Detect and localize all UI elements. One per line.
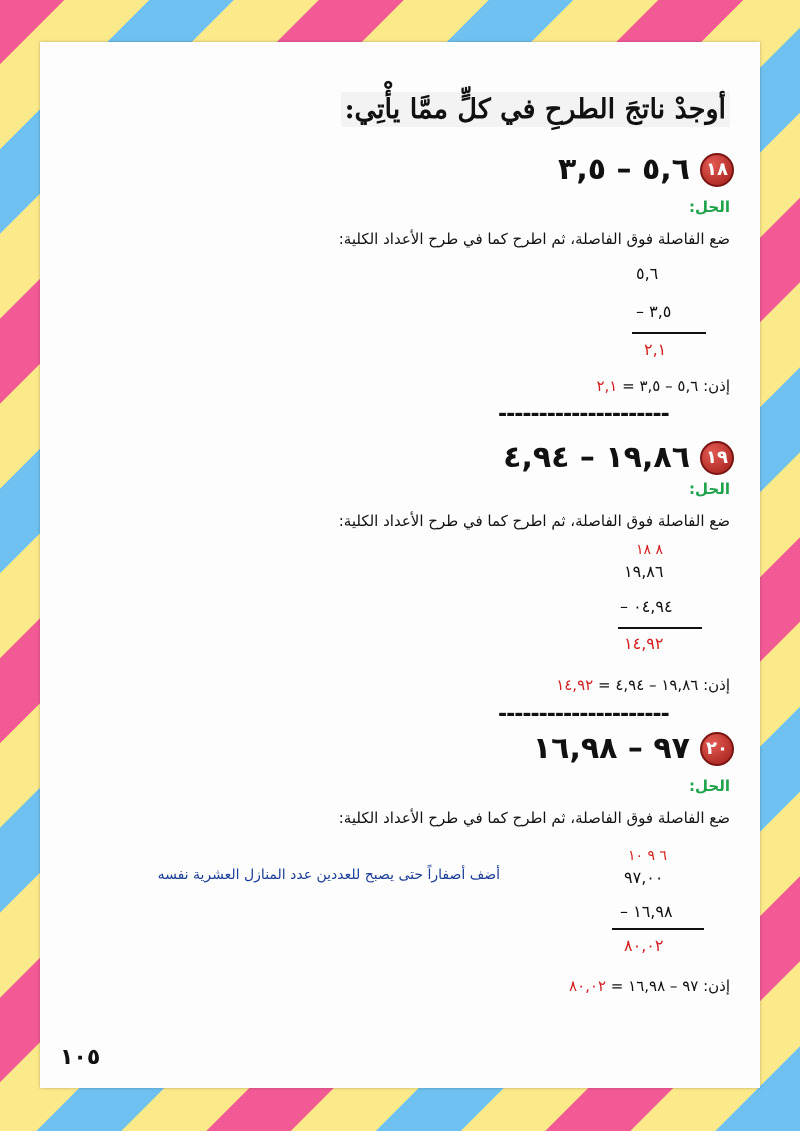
minuend: ١٩,٨٦ (624, 562, 664, 581)
result-statement (569, 977, 730, 995)
problem-20-header (533, 731, 734, 766)
answer: ٢,١ (644, 340, 667, 359)
problem-expression: ٥,٦ – ٣,٥ (558, 152, 690, 187)
subtraction-line (612, 928, 704, 930)
problem-expression: ١٩,٨٦ – ٤,٩٤ (503, 440, 690, 475)
instruction-text: ضع الفاصلة فوق الفاصلة، ثم اطرح كما في طرح الأعداد الكلية: (338, 809, 730, 827)
padding-zeros-note: أضف أصفاراً حتى يصبح للعددين عدد المنازل العشرية نفسه (157, 867, 500, 883)
subtraction-line (618, 627, 702, 629)
problem-18-header (558, 152, 734, 187)
result-statement (596, 377, 730, 395)
solution-label: الحل: (689, 480, 730, 498)
instruction-text: ضع الفاصلة فوق الفاصلة، ثم اطرح كما في طرح الأعداد الكلية: (338, 230, 730, 248)
problem-number-badge: ١٨ (700, 153, 734, 187)
exercise-title: أوجدْ ناتجَ الطرحِ في كلٍّ ممَّا يأْتِي: (341, 92, 730, 127)
subtrahend: – ٠٤,٩٤ (620, 597, 673, 616)
problem-19-header (503, 440, 734, 475)
answer: ١٤,٩٢ (624, 634, 664, 653)
result-prefix: إذن: ٩٧ – ١٦,٩٨ = (610, 977, 730, 995)
problem-expression: ٩٧ – ١٦,٩٨ (532, 731, 690, 766)
subtrahend: – ٣,٥ (636, 302, 672, 321)
result-value: ٢,١ (596, 377, 618, 395)
result-prefix: إذن: ٥,٦ – ٣,٥ = (622, 377, 730, 395)
result-value: ٨٠,٠٢ (569, 977, 607, 995)
problem-number-badge: ٢٠ (700, 732, 734, 766)
instruction-text: ضع الفاصلة فوق الفاصلة، ثم اطرح كما في طرح الأعداد الكلية: (338, 512, 730, 530)
solution-label: الحل: (689, 777, 730, 795)
result-prefix: إذن: ١٩,٨٦ – ٤,٩٤ = (597, 676, 730, 694)
separator: --------------------- (498, 702, 669, 727)
result-statement (556, 676, 730, 694)
subtrahend: – ١٦,٩٨ (620, 902, 673, 921)
page-number: ١٠٥ (60, 1045, 101, 1070)
subtraction-line (632, 332, 706, 334)
carry-digits: ٦ ٩ ١٠ (628, 848, 668, 864)
solution-label: الحل: (689, 198, 730, 216)
minuend: ٩٧,٠٠ (624, 868, 664, 887)
worksheet-page (40, 42, 760, 1088)
minuend: ٥,٦ (636, 264, 659, 283)
separator: --------------------- (498, 402, 669, 427)
problem-number-badge: ١٩ (700, 441, 734, 475)
answer: ٨٠,٠٢ (624, 936, 664, 955)
carry-digits: ٨ ١٨ (636, 542, 664, 558)
result-value: ١٤,٩٢ (556, 676, 594, 694)
